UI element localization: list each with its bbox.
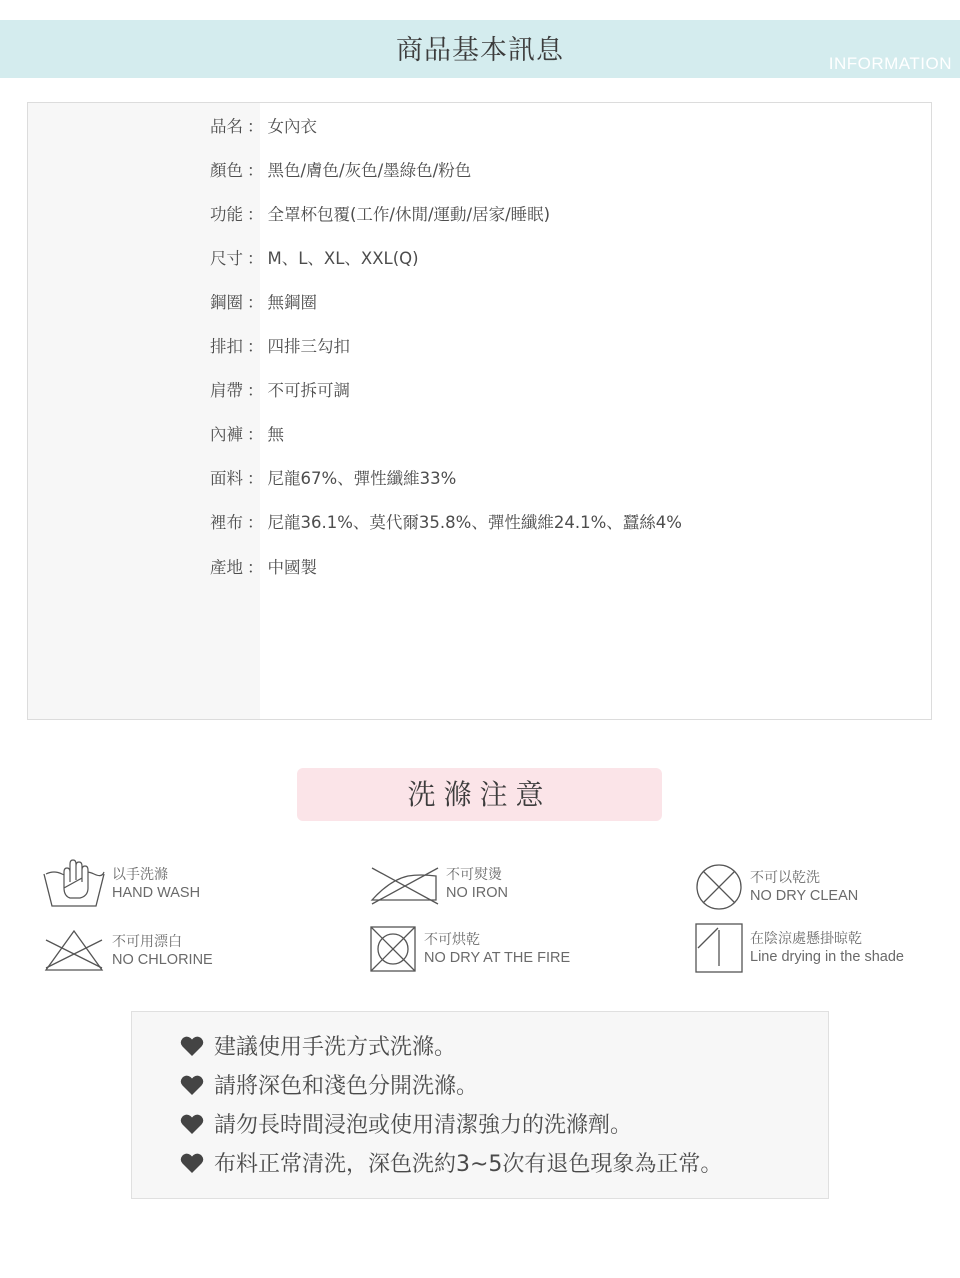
- spec-value: 黑色/膚色/灰色/墨綠色/粉色: [267, 161, 472, 180]
- care-symbol-zh: 以手洗滌: [112, 867, 168, 883]
- spec-label: 鋼圈: [210, 293, 243, 312]
- no-chlorine-icon: [42, 928, 106, 974]
- spec-value: 尼龍36.1%、莫代爾35.8%、彈性纖維24.1%、蠶絲4%: [267, 513, 682, 532]
- spec-label: 排扣: [210, 337, 243, 356]
- spec-value: 女內衣: [267, 117, 317, 136]
- spec-label: 品名: [210, 117, 243, 136]
- spec-value: M、L、XL、XXL(Q): [267, 249, 419, 268]
- heart-icon: [180, 1074, 204, 1096]
- spec-separator: ：: [247, 293, 264, 312]
- no-tumble-dry-icon: [368, 924, 418, 974]
- spec-row-name: [28, 103, 931, 148]
- spec-value: 尼龍67%、彈性纖維33%: [267, 469, 457, 488]
- spec-label: 內褲: [210, 425, 243, 444]
- note-text: 建議使用手洗方式洗滌。: [214, 1035, 457, 1060]
- care-symbol-line-dry-shade: [694, 922, 904, 974]
- care-symbol-zh: 不可用漂白: [112, 934, 182, 950]
- page-subtitle: INFORMATION: [828, 54, 952, 73]
- heart-icon: [180, 1152, 204, 1174]
- spec-row-briefs: [28, 411, 931, 456]
- spec-separator: ：: [247, 513, 264, 532]
- spec-label: 裡布: [210, 513, 243, 532]
- spec-value: 全罩杯包覆(工作/休閒/運動/居家/睡眠): [267, 205, 551, 224]
- header-banner: [0, 20, 960, 78]
- spec-value: 無: [267, 425, 284, 444]
- care-symbol-zh: 不可烘乾: [424, 932, 480, 948]
- spec-row-color: [28, 147, 931, 192]
- care-symbol-no-dry-clean: [694, 862, 858, 912]
- care-symbol-en: NO DRY CLEAN: [750, 888, 859, 904]
- spec-row-underwire: [28, 279, 931, 324]
- note-item: [180, 1108, 632, 1139]
- spec-row-empty: [28, 589, 931, 634]
- spec-separator: ：: [247, 337, 264, 356]
- spec-separator: ：: [247, 425, 264, 444]
- spec-row-origin: [28, 543, 931, 590]
- care-symbol-en: HAND WASH: [112, 885, 201, 901]
- care-symbol-zh: 在陰涼處懸掛晾乾: [750, 931, 862, 947]
- care-symbol-en: NO CHLORINE: [112, 952, 213, 968]
- heart-icon: [180, 1113, 204, 1135]
- no-iron-icon: [368, 862, 440, 906]
- note-text: 布料正常清洗，深色洗約3~5次有退色現象為正常。: [214, 1152, 723, 1177]
- care-symbol-zh: 不可熨燙: [446, 867, 502, 883]
- line-dry-shade-icon: [694, 922, 744, 974]
- spec-label: 面料: [210, 469, 243, 488]
- spec-label: 肩帶: [210, 381, 243, 400]
- spec-row-empty: [28, 633, 931, 678]
- spec-label: 產地: [210, 558, 243, 577]
- note-text: 請勿長時間浸泡或使用清潔強力的洗滌劑。: [214, 1113, 633, 1138]
- spec-label: 尺寸: [210, 249, 243, 268]
- spec-value: 不可拆可調: [267, 381, 350, 400]
- spec-row-hooks: [28, 323, 931, 368]
- spec-row-empty: [28, 677, 931, 719]
- spec-value: 無鋼圈: [267, 293, 317, 312]
- note-item: [180, 1030, 456, 1061]
- no-dry-clean-icon: [694, 862, 744, 912]
- care-section-title: 洗滌注意: [297, 768, 662, 821]
- note-item: [180, 1147, 722, 1178]
- spec-separator: ：: [247, 558, 264, 577]
- spec-row-lining: [28, 499, 931, 544]
- spec-separator: ：: [247, 205, 264, 224]
- spec-row-fabric: [28, 455, 931, 500]
- care-symbol-no-tumble-dry: [368, 924, 570, 974]
- care-symbol-hand-wash: [42, 858, 200, 910]
- care-symbol-en: NO DRY AT THE FIRE: [424, 950, 571, 966]
- spec-label: 顏色: [210, 161, 243, 180]
- spec-separator: ：: [247, 117, 264, 136]
- spec-separator: ：: [247, 161, 264, 180]
- spec-row-function: [28, 191, 931, 236]
- heart-icon: [180, 1035, 204, 1057]
- hand-wash-icon: [42, 858, 106, 910]
- spec-separator: ：: [247, 469, 264, 488]
- care-symbol-no-iron: [368, 862, 508, 906]
- washing-notes: [131, 1011, 829, 1199]
- care-symbol-zh: 不可以乾洗: [750, 870, 820, 886]
- spec-row-straps: [28, 367, 931, 412]
- spec-row-size: [28, 235, 931, 280]
- spec-table: [27, 102, 932, 720]
- spec-value: 四排三勾扣: [267, 337, 350, 356]
- note-item: [180, 1069, 478, 1100]
- care-symbol-en: Line drying in the shade: [750, 949, 904, 965]
- spec-separator: ：: [247, 249, 264, 268]
- spec-label: 功能: [210, 205, 243, 224]
- care-symbol-no-chlorine: [42, 928, 213, 974]
- spec-separator: ：: [247, 381, 264, 400]
- spec-value: 中國製: [267, 558, 317, 577]
- page-title: 商品基本訊息: [396, 35, 564, 66]
- care-symbol-en: NO IRON: [446, 885, 509, 901]
- note-text: 請將深色和淺色分開洗滌。: [214, 1074, 479, 1099]
